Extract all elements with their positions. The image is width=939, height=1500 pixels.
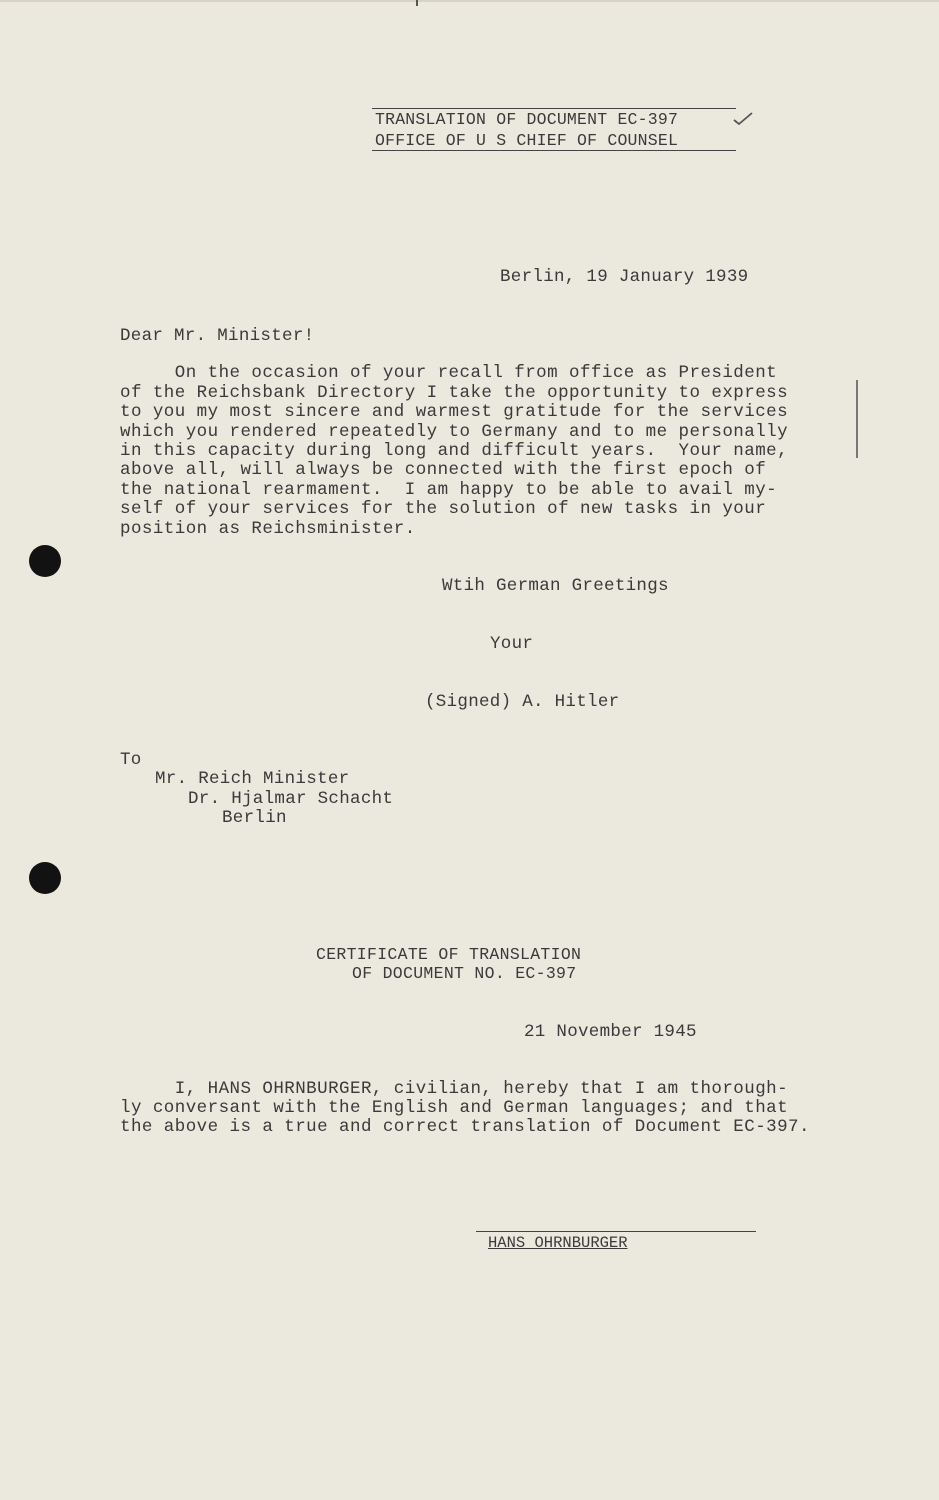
header-line-2: OFFICE OF U S CHIEF OF COUNSEL: [375, 131, 679, 150]
letter-body-line: self of your services for the solution of new tasks in your: [120, 499, 767, 519]
letter-salutation: Dear Mr. Minister!: [120, 326, 315, 346]
letter-body-line: in this capacity during long and difficult years. Your name,: [120, 441, 789, 461]
letter-date: Berlin, 19 January 1939: [500, 267, 749, 287]
certificate-body-line: ly conversant with the English and German languages; and that: [120, 1098, 789, 1118]
recipient-line-3: Berlin: [222, 808, 287, 828]
letter-closing: Wtih German Greetings: [442, 576, 669, 596]
header-underline: [372, 150, 736, 151]
certificate-body-line: I, HANS OHRNBURGER, civilian, hereby that I am thorough-: [120, 1079, 789, 1099]
certificate-body-line: the above is a true and correct translation of Document EC-397.: [120, 1117, 810, 1137]
letter-body-line: On the occasion of your recall from office as President: [120, 363, 778, 383]
letter-body-line: position as Reichsminister.: [120, 519, 416, 539]
letter-body-line: which you rendered repeatedly to Germany and to me personally: [120, 422, 789, 442]
certificate-date: 21 November 1945: [524, 1022, 697, 1042]
header-overline: [372, 108, 736, 109]
letter-your: Your: [490, 634, 534, 654]
certificate-title-1: CERTIFICATE OF TRANSLATION: [316, 945, 582, 964]
top-margin-mark: [416, 0, 418, 6]
letter-body-line: the national rearmament. I am happy to be able to avail my-: [120, 480, 778, 500]
certificate-title-2: OF DOCUMENT NO. EC-397: [352, 964, 577, 983]
signature-line: [476, 1231, 756, 1232]
recipient-line-1: Mr. Reich Minister: [155, 769, 350, 789]
letter-body-line: of the Reichsbank Directory I take the opportunity to express: [120, 383, 789, 403]
letter-signature: (Signed) A. Hitler: [425, 692, 620, 712]
punch-hole-top: [29, 545, 61, 577]
recipient-to: To: [120, 750, 142, 770]
margin-bracket: [856, 380, 858, 458]
recipient-line-2: Dr. Hjalmar Schacht: [188, 789, 394, 809]
checkmark-icon: [732, 111, 754, 127]
header-line-1: TRANSLATION OF DOCUMENT EC-397: [375, 110, 679, 129]
page-top-edge: [0, 0, 939, 2]
letter-body-line: to you my most sincere and warmest gratitude for the services: [120, 402, 789, 422]
certificate-signer: HANS OHRNBURGER: [488, 1234, 628, 1252]
punch-hole-bottom: [29, 862, 61, 894]
letter-body-line: above all, will always be connected with the first epoch of: [120, 460, 767, 480]
